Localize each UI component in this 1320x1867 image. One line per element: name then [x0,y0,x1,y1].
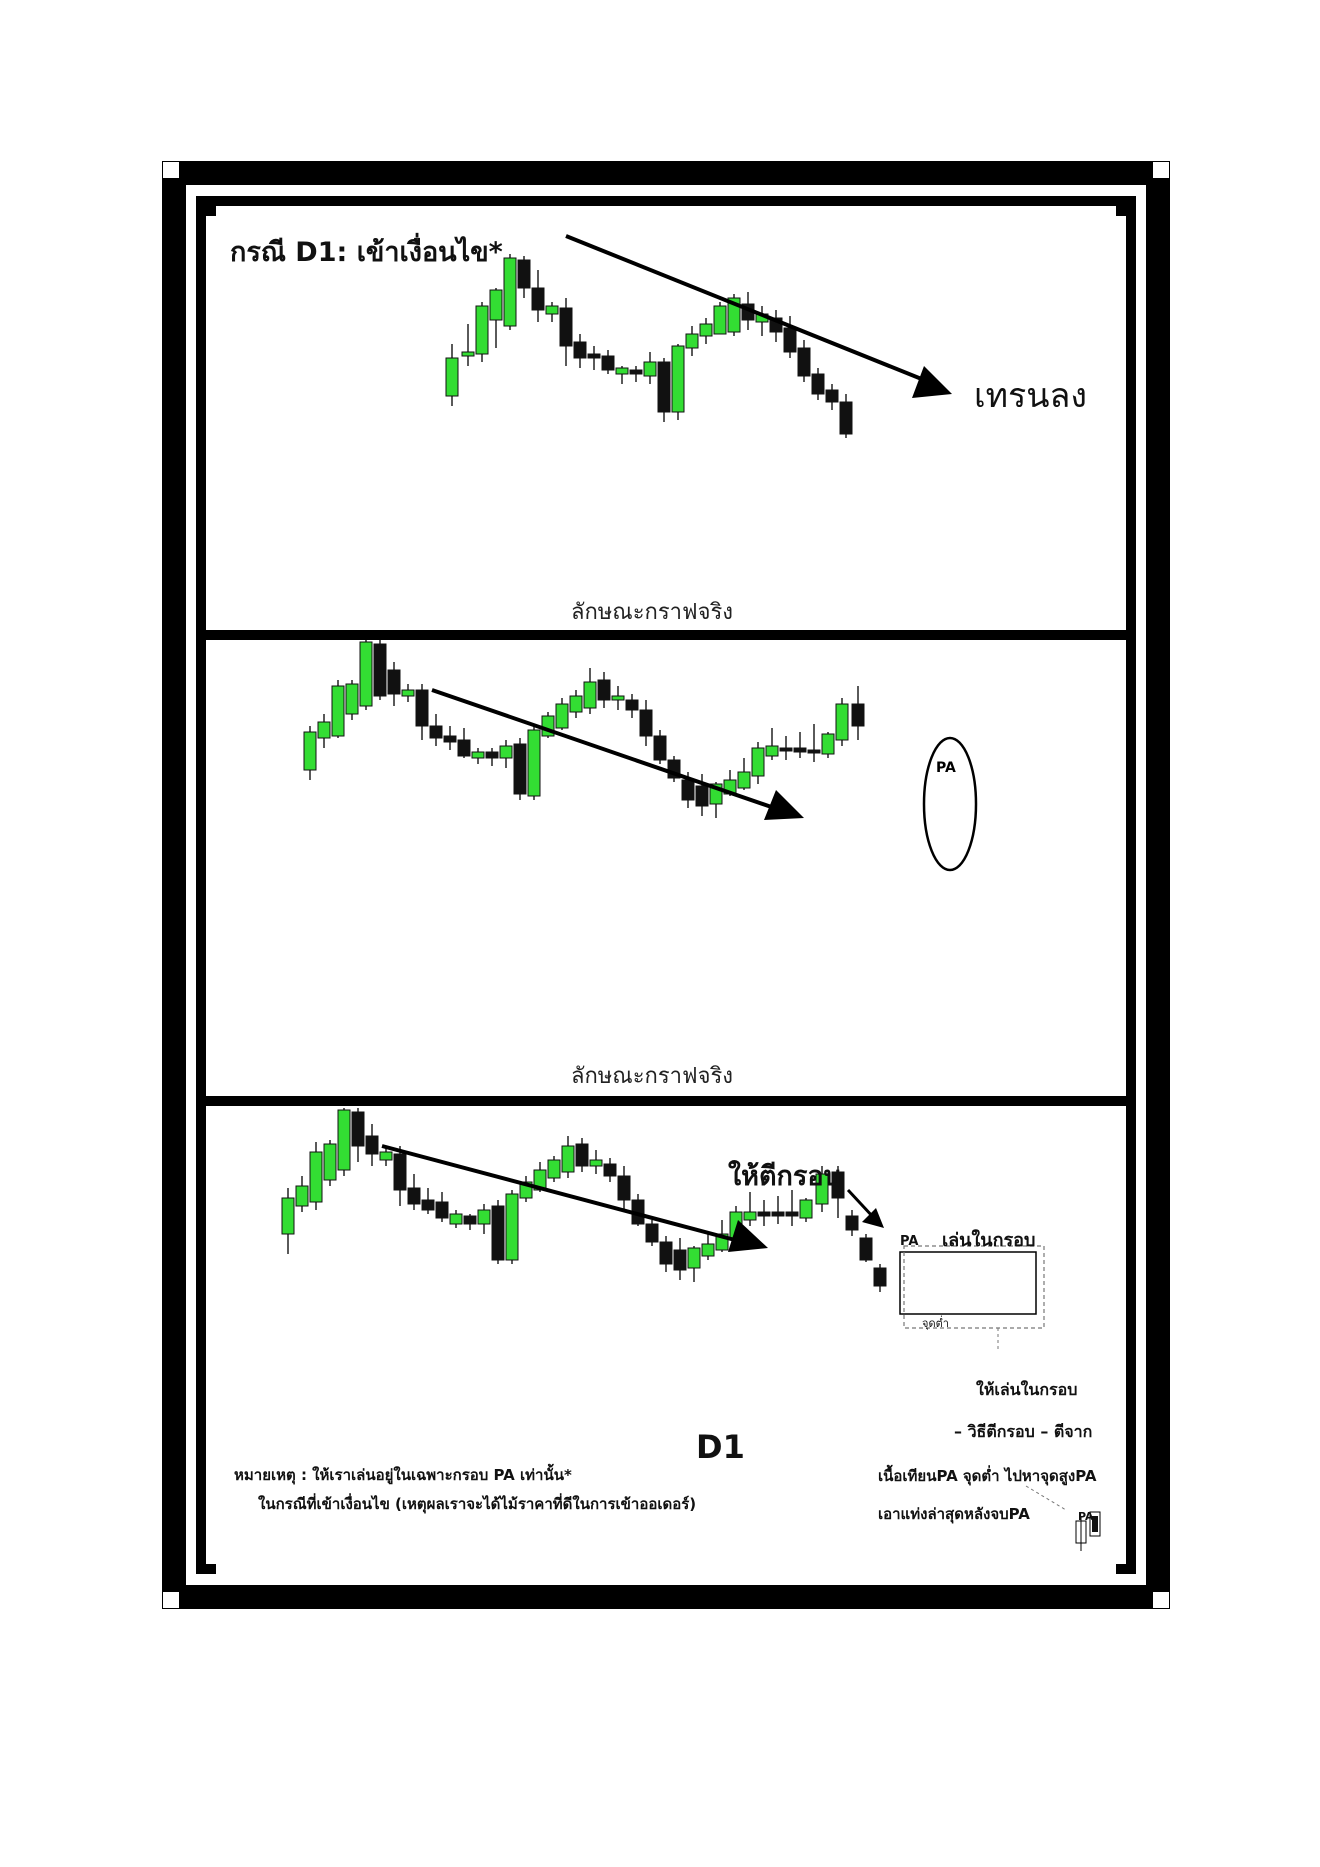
bullish-candle [800,1200,812,1218]
bullish-candle [500,746,512,758]
bullish-candle [548,1160,560,1178]
bearish-candle [630,370,642,374]
bearish-candle [826,390,838,402]
bullish-candle [282,1198,294,1234]
mini-pa-label: PA [1078,1510,1094,1523]
bullish-candle [686,334,698,348]
bullish-candle [476,306,488,354]
panel-caption: ลักษณะกราฟจริง [571,600,734,625]
bearish-candle [808,750,820,753]
bearish-candle [464,1216,476,1224]
dashed-guide [1026,1486,1066,1510]
bullish-candle [836,704,848,740]
candlestick-chart-2 [206,640,1126,1096]
bearish-candle [388,670,400,694]
panel-pa-pattern [206,640,1126,1096]
bearish-candle [604,1164,616,1176]
panel-downtrend [206,206,1126,630]
bullish-candle [490,290,502,320]
bearish-candle [846,1216,858,1230]
bullish-candle [402,690,414,696]
bearish-candle [366,1136,378,1154]
pa-box [900,1252,1036,1314]
bearish-candle [852,704,864,726]
bearish-candle [574,342,586,358]
bullish-candle [612,696,624,700]
bullish-candle [822,734,834,754]
bullish-candle [562,1146,574,1172]
bullish-candle [318,722,330,738]
bullish-candle [766,746,778,756]
bullish-candle [304,732,316,770]
panel-title: กรณี D1: เข้าเงื่อนไข* [230,237,503,268]
bullish-candle [744,1212,756,1220]
bearish-candle [518,260,530,288]
bullish-candle [310,1152,322,1202]
panel-caption: ลักษณะกราฟจริง [571,1064,734,1089]
bearish-candle [560,308,572,346]
bearish-candle [626,700,638,710]
method-label: – วิธีตีกรอบ – ตีจาก [954,1422,1093,1441]
bullish-candle [702,1244,714,1256]
panel-box-method [206,1106,1126,1574]
bearish-candle [436,1202,448,1218]
bearish-candle [598,680,610,700]
bearish-candle [492,1206,504,1260]
play-in-box-label: เล่นในกรอบ [942,1230,1036,1251]
bearish-candle [654,736,666,760]
bullish-candle [504,258,516,326]
bullish-candle [700,324,712,336]
bearish-candle [786,1212,798,1216]
bearish-candle [458,740,470,756]
bullish-candle [462,352,474,356]
bearish-candle [758,1212,770,1216]
bullish-candle [360,642,372,706]
bearish-candle [394,1154,406,1190]
timeframe-label: D1 [696,1428,745,1466]
bearish-candle [696,786,708,806]
bearish-candle [812,374,824,394]
bearish-candle [798,348,810,376]
bearish-candle [588,354,600,358]
bearish-candle [874,1268,886,1286]
bearish-candle [794,748,806,752]
bullish-candle [672,346,684,412]
pa-highlight-ellipse [924,738,976,870]
bullish-candle [616,368,628,374]
low-point-label: จุดต่ำ [922,1317,949,1330]
bearish-candle [840,402,852,434]
bullish-candle [346,684,358,714]
note-line-1: หมายเหตุ : ให้เราเล่นอยู่ในเฉพาะกรอบ PA เท่านั้น* [234,1466,572,1484]
play-in-box-note: ให้เล่นในกรอบ [976,1380,1078,1399]
bearish-candle [658,362,670,412]
bearish-candle [416,690,428,726]
bearish-candle [374,644,386,696]
bearish-candle [514,744,526,794]
bullish-candle [752,748,764,776]
frame-corner-tl [162,161,180,179]
frame-corner-bl [162,1591,180,1609]
frame-corner-tr [1152,161,1170,179]
bearish-candle [430,726,442,738]
bearish-candle [618,1176,630,1200]
trend-arrow-icon [382,1146,768,1252]
break-box-label: ให้ตีกรอบ [728,1161,841,1192]
bearish-candle [532,288,544,310]
bullish-candle [450,1214,462,1224]
bearish-candle [486,752,498,758]
bullish-candle [506,1194,518,1260]
bullish-candle [380,1152,392,1160]
bullish-candle [332,686,344,736]
bullish-candle [296,1186,308,1206]
note-line-2: ในกรณีที่เข้าเงื่อนไข (เหตุผลเราจะได้ไม้ราคาที่ดีในการเข้าออเดอร์) [258,1495,697,1513]
bullish-candle [546,306,558,314]
bullish-candle [688,1248,700,1268]
bearish-candle [784,328,796,352]
bullish-candle [528,730,540,796]
bullish-candle [644,362,656,376]
bullish-candle [338,1110,350,1170]
trend-label: เทรนลง [974,376,1087,416]
side-note-2: เอาแท่งล่าสุดหลังจบPA [878,1505,1030,1523]
bearish-candle [772,1212,784,1216]
pa-label: PA [936,760,956,776]
bearish-candle [640,710,652,736]
bearish-candle [780,748,792,751]
bearish-candle [674,1250,686,1270]
bullish-candle [570,696,582,712]
bearish-candle [422,1200,434,1210]
bearish-candle [576,1144,588,1166]
bearish-candle [602,356,614,370]
bullish-candle [714,306,726,334]
bullish-candle [472,752,484,758]
bullish-candle [590,1160,602,1166]
bearish-candle [646,1224,658,1242]
bullish-candle [324,1144,336,1180]
bullish-candle [738,772,750,788]
bearish-candle [352,1112,364,1146]
bearish-candle [860,1238,872,1260]
pa-label: PA [900,1234,919,1249]
bullish-candle [446,358,458,396]
side-note-1: เนื้อเทียนPA จุดต่ำ ไปหาจุดสูงPA [878,1467,1097,1485]
bearish-candle [660,1242,672,1264]
bearish-candle [682,780,694,800]
bullish-candle [556,704,568,728]
bearish-candle [444,736,456,742]
bullish-candle [584,682,596,708]
bearish-candle [408,1188,420,1204]
bullish-candle [478,1210,490,1224]
frame-corner-br [1152,1591,1170,1609]
